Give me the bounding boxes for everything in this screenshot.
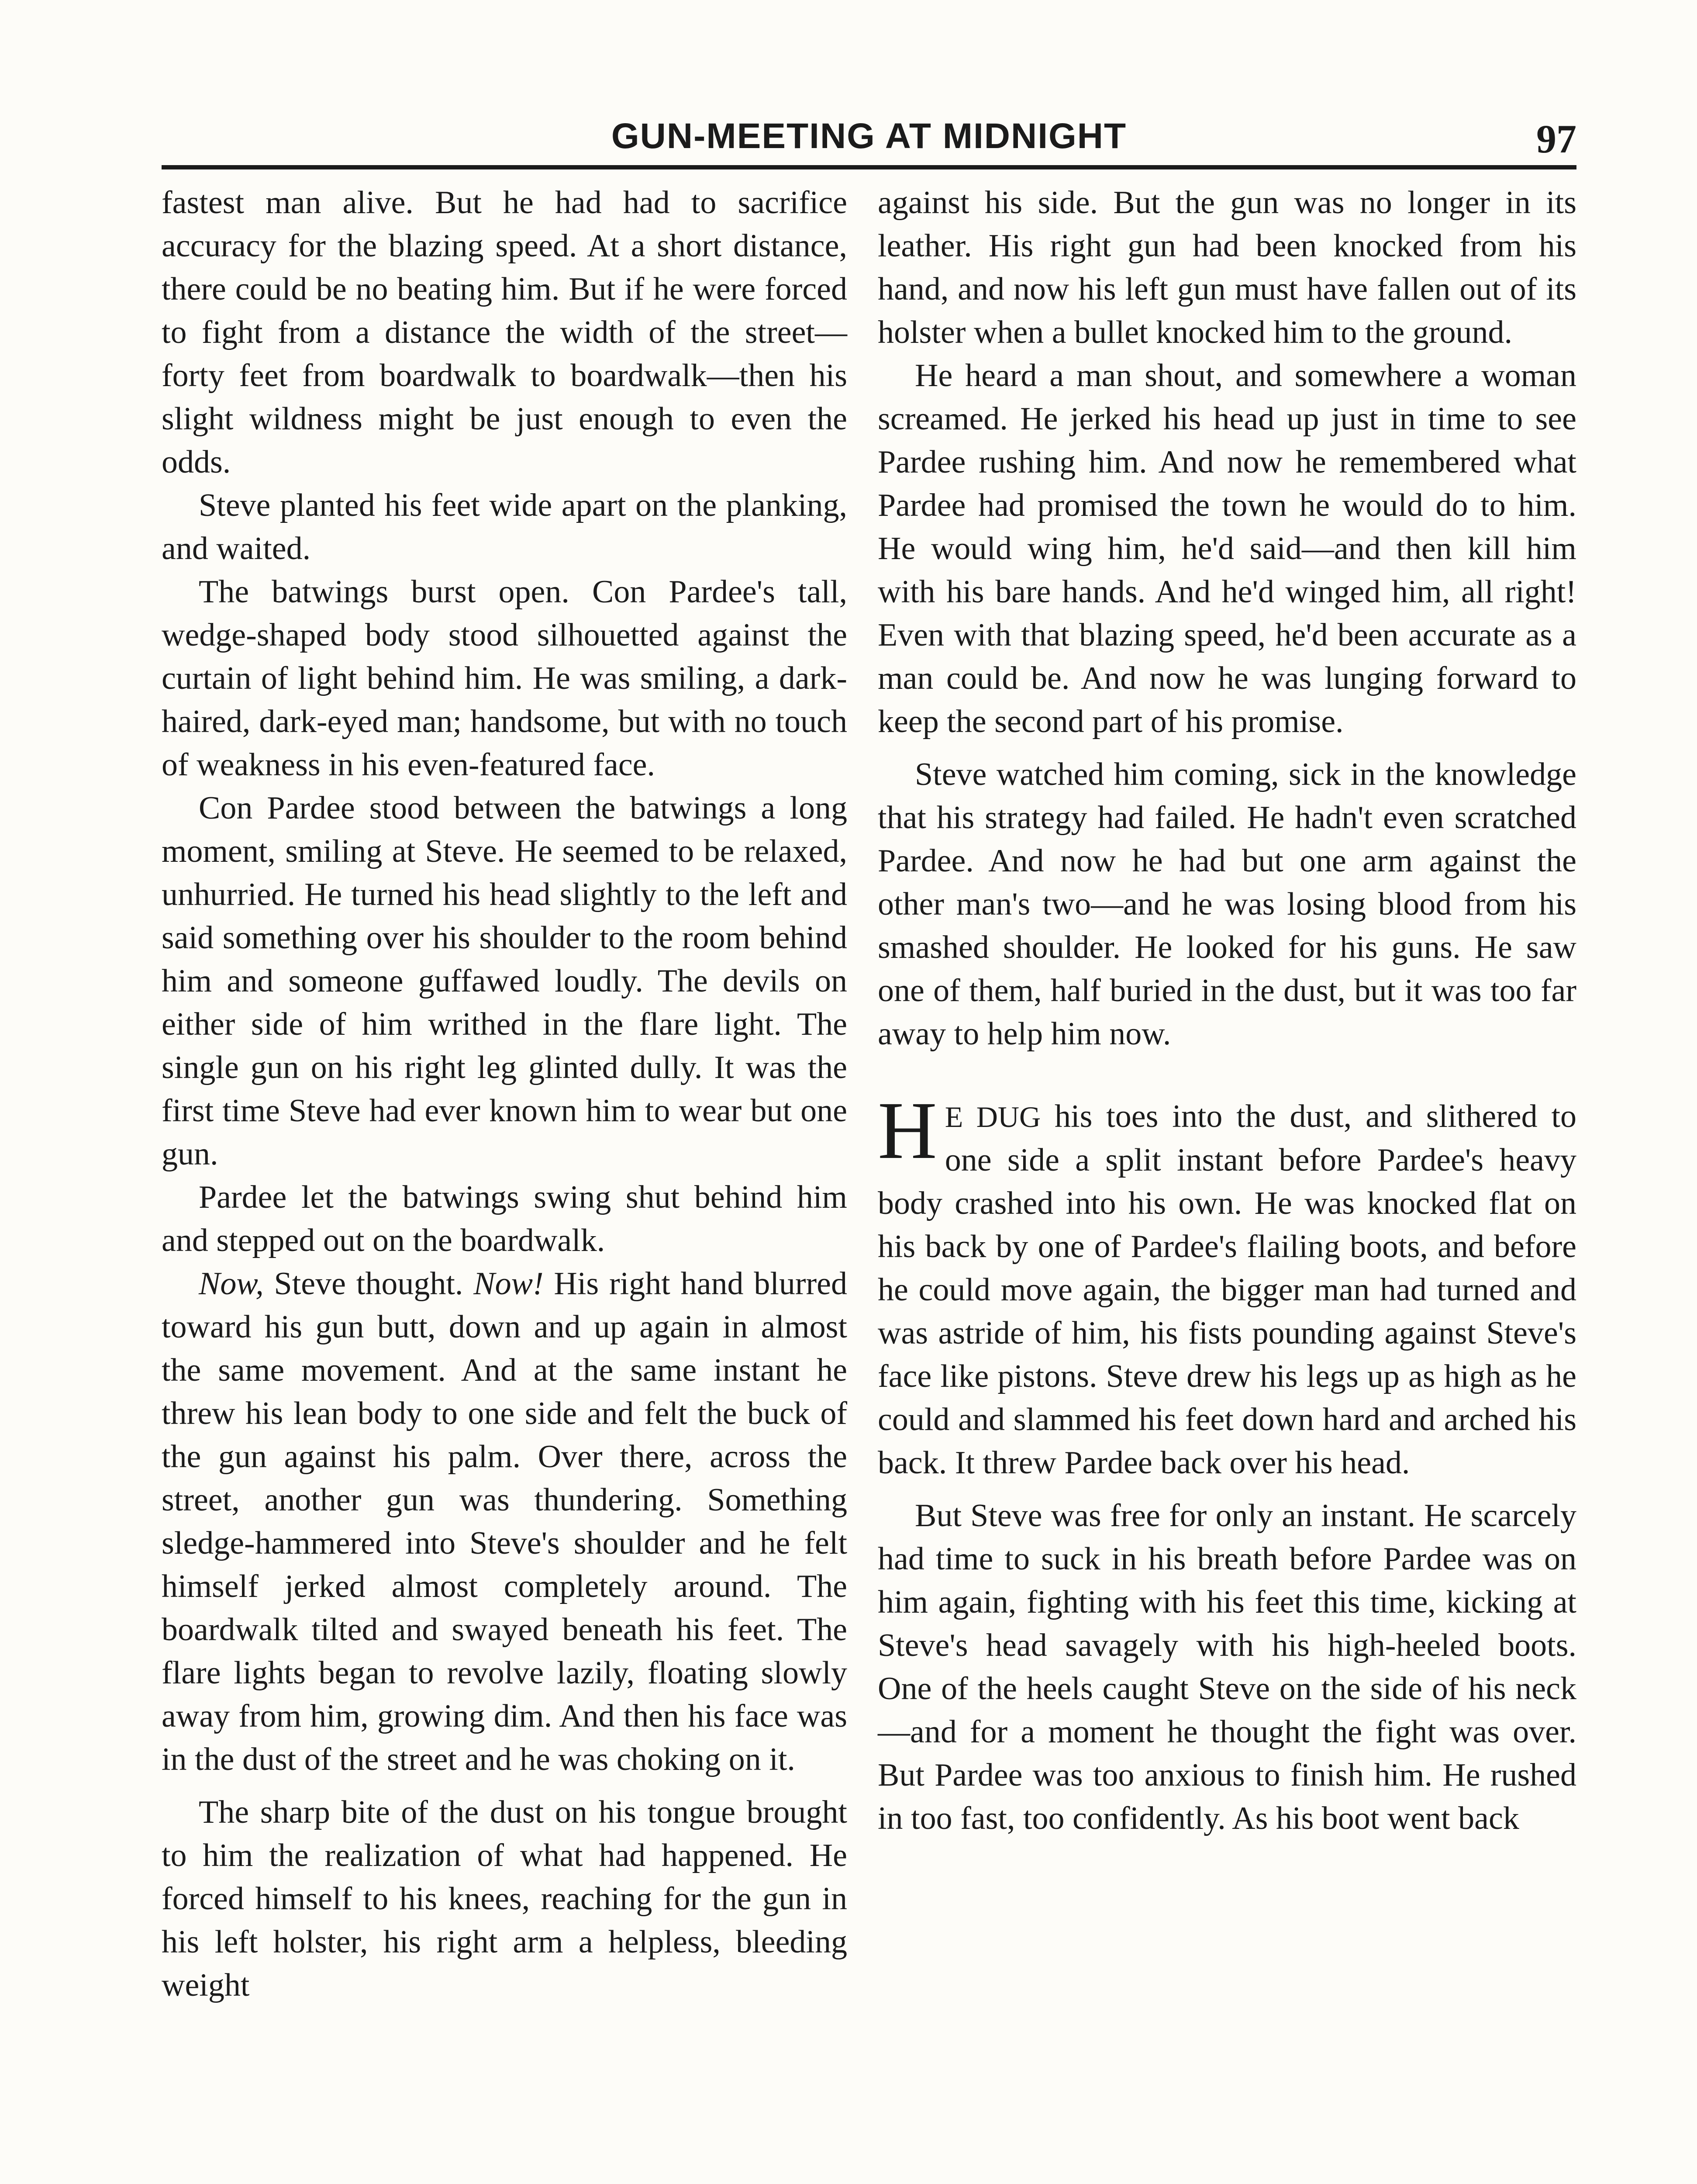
paragraph: [162, 1262, 847, 1781]
paragraph: against his side. But the gun was no longer in its leather. His right gun had been knocked from his hand, and now his left gun must have fallen out of its holster when a bullet knocked him to the ground.: [878, 185, 1576, 350]
story-title: GUN-MEETING AT MIDNIGHT: [611, 116, 1127, 156]
section-opening-paragraph: [878, 1085, 1576, 1485]
paragraph: The sharp bite of the dust on his tongue brought to him the realization of what had happened. He forced himself to his knees, reaching for the gun in his left holster, his right arm a helpless, bleeding weight: [162, 1794, 847, 2003]
paragraph: Steve watched him coming, sick in the knowledge that his strategy had failed. He hadn't even scratched Pardee. And now he had but one arm against the other man's two—and he was losing blood from his smashed shoulder. He looked for his guns. He saw one of them, half buried in the dust, but it was too far away to help him now.: [878, 757, 1576, 1052]
running-header: [162, 114, 1576, 162]
paragraph: The batwings burst open. Con Pardee's tall, wedge-shaped body stood silhouetted against the curtain of light behind him. He was smiling, a dark-haired, dark-eyed man; handsome, but with no touch of weakness in his even-featured face.: [162, 574, 847, 783]
page-number: 97: [1536, 117, 1576, 161]
paragraph-text: his toes into the dust, and slithered to one side a split instant before Pardee's heavy body crashed into his own. He was knocked flat on his back by one of Pardee's flailing boots, and before he could move again, the bigger man had turned and was astride of him, his fists pounding against Steve's face like pistons. Steve drew his legs up as high as he could and slammed his feet down hard and arched his back. It threw Pardee back over his head.: [878, 1099, 1576, 1481]
paragraph: But Steve was free for only an instant. He scarcely had time to suck in his breath before Pardee was on him again, fighting with his feet this time, kicking at Steve's head savagely with his high-heeled boots. One of the heels caught Steve on the side of his neck—and for a moment he thought the fight was over. But Pardee was too anxious to finish him. He rushed in too fast, too confidently. As his boot went back: [878, 1498, 1576, 1836]
paragraph-text: His right hand blurred toward his gun butt, down and up again in almost the same movement. And at the same instant he threw his lean body to one side and felt the buck of the gun against his palm. Over there, across the street, another gun was thundering. Something sledge-hammered into Steve's shoulder and he felt himself jerked almost completely around. The boardwalk tilted and swayed beneath his feet. The flare lights began to revolve lazily, floating slowly away from him, growing dim. And then his face was in the dust of the street and he was choking on it.: [162, 1266, 848, 1777]
header-rule: [162, 165, 1576, 169]
paragraph: Steve planted his feet wide apart on the planking, and waited.: [162, 487, 847, 567]
paragraph: fastest man alive. But he had had to sacrifice accuracy for the blazing speed. At a short distance, there could be no beating him. But if he were forced to fight from a distance the width of the street—forty feet from boardwalk to boardwalk—then his slight wildness might be just enough to even the odds.: [162, 185, 847, 480]
paragraph-text: Steve thought.: [263, 1266, 474, 1302]
paragraph: He heard a man shout, and somewhere a woman screamed. He jerked his head up just in time to see Pardee rushing him. And now he remembered what Pardee had promised the town he would do to him. He would wing him, he'd said—and then kill him with his bare hands. And he'd winged him, all right! Even with that blazing speed, he'd been accurate as a man could be. And now he was lunging forward to keep the second part of his promise.: [878, 358, 1576, 740]
italic-emphasis: Now!: [473, 1266, 544, 1302]
small-caps-lead: E DUG: [945, 1100, 1041, 1133]
right-column: [878, 181, 1576, 1840]
italic-emphasis: Now,: [199, 1266, 264, 1302]
drop-cap: H: [878, 1085, 937, 1176]
left-column: [162, 181, 847, 2007]
paragraph: Con Pardee stood between the batwings a long moment, smiling at Steve. He seemed to be relaxed, unhurried. He turned his head slightly to the left and said something over his shoulder to the room behind him and someone guffawed loudly. The devils on either side of him writhed in the flare light. The single gun on his right leg glinted dully. It was the first time Steve had ever known him to wear but one gun.: [162, 790, 847, 1172]
paragraph: Pardee let the batwings swing shut behind him and stepped out on the boardwalk.: [162, 1179, 847, 1258]
